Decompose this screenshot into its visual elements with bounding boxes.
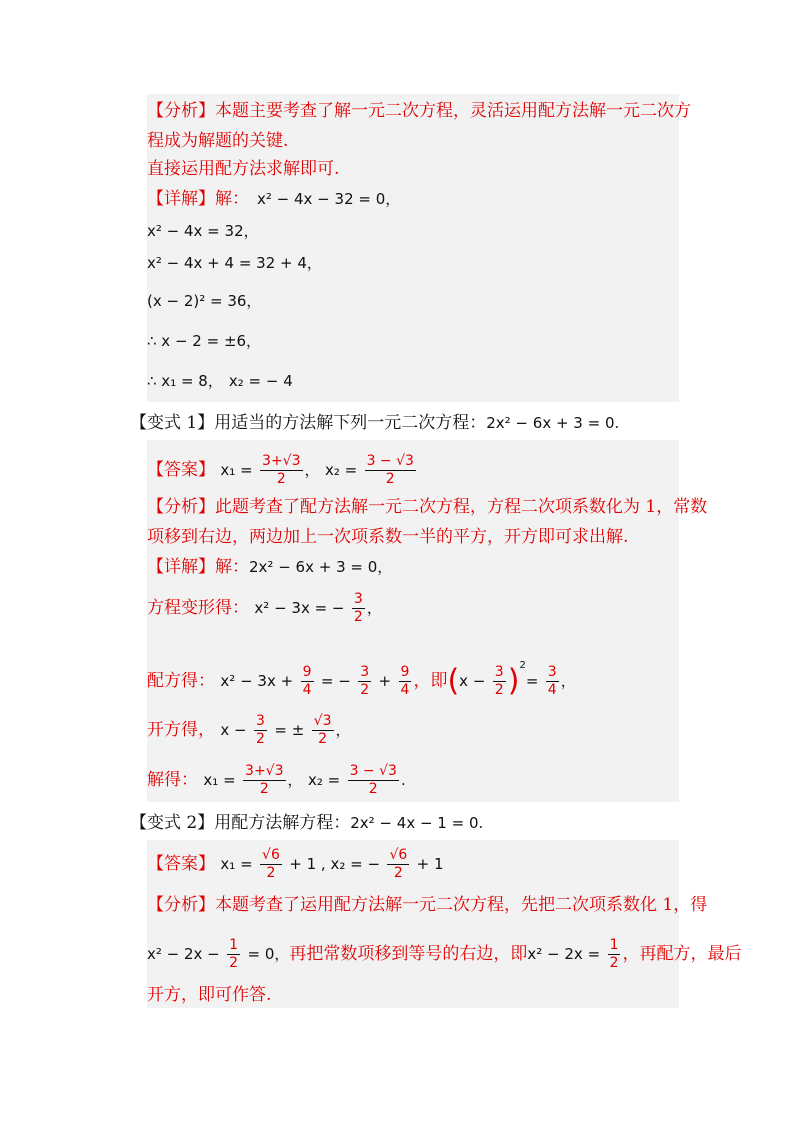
equation: 2x² − 4x − 1 = 0. — [350, 814, 484, 832]
analysis-line-2: 项移到右边，两边加上一次项系数一半的平方，开方即可求出解. — [147, 527, 629, 547]
step-1: 方程变形得： x² − 3x = − $\frac{3}{2}$ ， — [147, 591, 382, 625]
fraction: $\frac{3}{2}$ — [494, 664, 504, 698]
variant-label: 【变式 1】 — [130, 413, 215, 433]
fraction: $\frac{9}{4}$ — [400, 664, 410, 698]
fraction: $\frac{√6}{2}$ — [262, 847, 280, 881]
analysis-label: 【分析】 — [147, 101, 215, 121]
detail-label: 【详解】 — [147, 189, 215, 209]
detail-label: 【详解】 — [147, 557, 215, 577]
detail-line: 【详解】解： x² − 4x − 32 = 0， — [147, 189, 401, 209]
equation: 2x² − 6x + 3 = 0， — [249, 558, 393, 576]
fraction: $\frac{√3}{2}$ — [313, 713, 332, 747]
fraction: $\frac{3 - √3}{2}$ — [366, 453, 414, 487]
fraction: $\frac{1}{2}$ — [609, 937, 619, 971]
equation: ∴ x₁ = 8， x₂ = − 4 — [147, 372, 293, 390]
equation: ∴ x − 2 = ±6， — [147, 332, 262, 350]
equation: x² − 4x = 32， — [147, 222, 259, 240]
analysis-label: 【分析】 — [147, 895, 215, 915]
solution-box-2 — [147, 440, 708, 802]
variant-1-heading: 【变式 1】用适当的方法解下列一元二次方程：2x² − 6x + 3 = 0. — [130, 413, 620, 433]
solution-box-3 — [147, 840, 742, 1008]
answer-line: 【答案】 x₁ = $\frac{3+√3}{2}$ ， x₂ = $\frac{3 - √3}{2}$ — [147, 453, 414, 487]
step-4: 解得： x₁ = $\frac{3+√3}{2}$ ， x₂ = $\frac{3 - √3}{2}$ . — [147, 763, 406, 797]
analysis-label: 【分析】 — [147, 497, 215, 517]
answer-label: 【答案】 — [147, 460, 215, 480]
equation: x² − 4x + 4 = 32 + 4， — [147, 254, 322, 272]
variant-2-heading: 【变式 2】用配方法解方程：2x² − 4x − 1 = 0. — [130, 813, 484, 833]
variant-label: 【变式 2】 — [130, 813, 215, 833]
equation: (x − 2)² = 36， — [147, 292, 262, 310]
analysis-line-1: 【分析】此题考查了配方法解一元二次方程，方程二次项系数化为 1，常数 — [147, 497, 708, 517]
answer-label: 【答案】 — [147, 854, 215, 874]
analysis-line-2: 程成为解题的关键. — [147, 131, 289, 151]
step-3: 开方得， x − $\frac{3}{2}$ = ± $\frac{√3}{2}$ ， — [147, 713, 351, 747]
fraction: $\frac{3}{4}$ — [547, 664, 557, 698]
equation: x² − 4x − 32 = 0， — [257, 190, 401, 208]
fraction: $\frac{3+√3}{2}$ — [262, 453, 301, 487]
equation: 2x² − 6x + 3 = 0. — [486, 414, 620, 432]
fraction: $\frac{9}{4}$ — [302, 664, 312, 698]
analysis-line-3: 开方，即可作答. — [147, 985, 272, 1005]
fraction: $\frac{3}{2}$ — [360, 664, 370, 698]
fraction: $\frac{1}{2}$ — [229, 937, 239, 971]
fraction: $\frac{3}{2}$ — [353, 591, 363, 625]
analysis-line-3: 直接运用配方法求解即可. — [147, 159, 340, 179]
answer-line: 【答案】 x₁ = $\frac{√6}{2}$ + 1 , x₂ = − $\frac{√6}{2}$ + 1 — [147, 847, 444, 881]
fraction: $\frac{3}{2}$ — [256, 713, 265, 747]
analysis-line-1: 【分析】本题主要考查了解一元二次方程，灵活运用配方法解一元二次方 — [147, 101, 691, 121]
step-2: 配方得： x² − 3x + $\frac{9}{4}$ = − $\frac{3}{2}$ + $\frac{9}{4}$ ，即(x − $\frac{3}{2}$ )$^2$= $\frac{3}{4}$ ， — [147, 660, 576, 699]
fraction: $\frac{3 - √3}{2}$ — [349, 763, 397, 797]
solution-box-1 — [147, 94, 691, 402]
fraction: $\frac{3+√3}{2}$ — [245, 763, 284, 797]
detail-line: 【详解】解：2x² − 6x + 3 = 0， — [147, 557, 393, 577]
analysis-line-1: 【分析】本题考查了运用配方法解一元二次方程，先把二次项系数化 1，得 — [147, 895, 708, 915]
fraction: $\frac{√6}{2}$ — [389, 847, 408, 881]
analysis-line-2: x² − 2x − $\frac{1}{2}$ = 0，再把常数项移到等号的右边，即x² − 2x = $\frac{1}{2}$ ，再配方，最后 — [147, 937, 742, 971]
